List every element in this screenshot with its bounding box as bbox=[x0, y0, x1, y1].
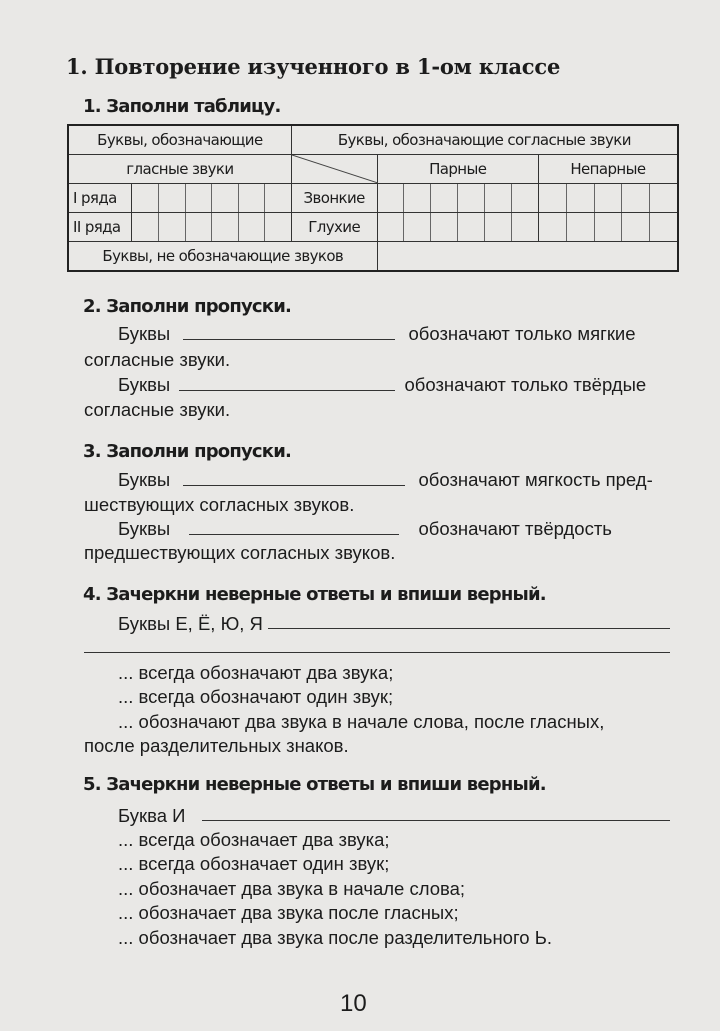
vowels-header-cell-2 bbox=[68, 155, 291, 184]
section1-heading: 1. Заполни таблицу. bbox=[83, 96, 281, 117]
voiced-paired-input[interactable] bbox=[377, 184, 538, 213]
consonants-header: Буквы, обозначающие согласные звуки bbox=[291, 125, 678, 155]
row2-label: II ряда bbox=[68, 213, 132, 242]
s3-rest3: обозначают твёрдость bbox=[418, 518, 612, 539]
s4-answer-line1[interactable] bbox=[268, 628, 670, 629]
s2-rest1: обозначают только мягкие bbox=[408, 323, 636, 344]
s5-answer-line[interactable] bbox=[202, 820, 670, 821]
s4-option2: ... всегда обозначают один звук; bbox=[118, 686, 394, 707]
s4-option3: ... обозначают два звука в начале слова, после гласных, bbox=[118, 711, 605, 732]
s3-blank2[interactable] bbox=[189, 520, 399, 535]
section4-heading: 4. Зачеркни неверные ответы и впиши верный. bbox=[83, 584, 546, 605]
s2-rest3: обозначают только твёрдые bbox=[404, 374, 647, 395]
s3-word3: Буквы bbox=[118, 518, 171, 539]
vowels-header bbox=[68, 125, 291, 155]
no-sound-input[interactable] bbox=[377, 242, 678, 272]
diagonal-cell bbox=[291, 155, 377, 184]
voiceless-unpaired-input[interactable] bbox=[538, 213, 678, 242]
s5-line1: Буква И bbox=[118, 805, 186, 826]
s3-line3 bbox=[118, 517, 678, 541]
section3-heading: 3. Заполни пропуски. bbox=[83, 441, 292, 462]
voiceless-paired-input[interactable] bbox=[377, 213, 538, 242]
s5-option2: ... всегда обозначает один звук; bbox=[118, 853, 390, 874]
s5-option4: ... обозначает два звука после гласных; bbox=[118, 902, 459, 923]
unpaired-header: Непарные bbox=[538, 155, 678, 184]
s4-option1: ... всегда обозначают два звука; bbox=[118, 662, 394, 683]
paired-header: Парные bbox=[377, 155, 538, 184]
vowels-header-line2: гласные звуки bbox=[126, 160, 234, 178]
s2-line4: согласные звуки. bbox=[84, 399, 231, 420]
row2-input[interactable] bbox=[132, 213, 291, 242]
s3-line2: шествующих согласных звуков. bbox=[84, 494, 355, 515]
s4-option3-cont: после разделительных знаков. bbox=[84, 735, 349, 756]
s2-line2: согласные звуки. bbox=[84, 349, 231, 370]
row1-label: I ряда bbox=[68, 184, 132, 213]
s5-option1: ... всегда обозначает два звука; bbox=[118, 829, 390, 850]
s3-line4: предшествующих согласных звуков. bbox=[84, 542, 396, 563]
s5-option3: ... обозначает два звука в начале слова; bbox=[118, 878, 466, 899]
s4-line1: Буквы Е, Ё, Ю, Я bbox=[118, 613, 263, 634]
voiceless-label: Глухие bbox=[291, 213, 377, 242]
s3-word1: Буквы bbox=[118, 469, 171, 490]
s2-line1 bbox=[118, 322, 668, 346]
s3-blank1[interactable] bbox=[183, 471, 405, 486]
vowels-header-line1: Буквы, обозначающие bbox=[97, 131, 263, 149]
diagonal-line bbox=[292, 155, 378, 183]
s2-word3: Буквы bbox=[118, 374, 171, 395]
voiced-unpaired-input[interactable] bbox=[538, 184, 678, 213]
page-number: 10 bbox=[340, 990, 367, 1017]
no-sound-label: Буквы, не обозначающие звуков bbox=[68, 242, 377, 272]
row1-input[interactable] bbox=[132, 184, 291, 213]
s5-option5: ... обозначает два звука после разделительного Ь. bbox=[118, 927, 553, 948]
s2-line3 bbox=[118, 373, 668, 397]
s2-blank1[interactable] bbox=[183, 325, 395, 340]
section5-heading: 5. Зачеркни неверные ответы и впиши верный. bbox=[83, 774, 546, 795]
s2-word1: Буквы bbox=[118, 323, 171, 344]
letters-table bbox=[67, 124, 679, 272]
section2-heading: 2. Заполни пропуски. bbox=[83, 296, 292, 317]
s2-blank2[interactable] bbox=[179, 376, 395, 391]
page-title: 1. Повторение изученного в 1-ом классе bbox=[66, 54, 561, 79]
s3-rest1: обозначают мягкость пред- bbox=[418, 469, 653, 490]
s4-answer-line2[interactable] bbox=[84, 652, 670, 653]
s3-line1 bbox=[118, 468, 678, 492]
voiced-label: Звонкие bbox=[291, 184, 377, 213]
